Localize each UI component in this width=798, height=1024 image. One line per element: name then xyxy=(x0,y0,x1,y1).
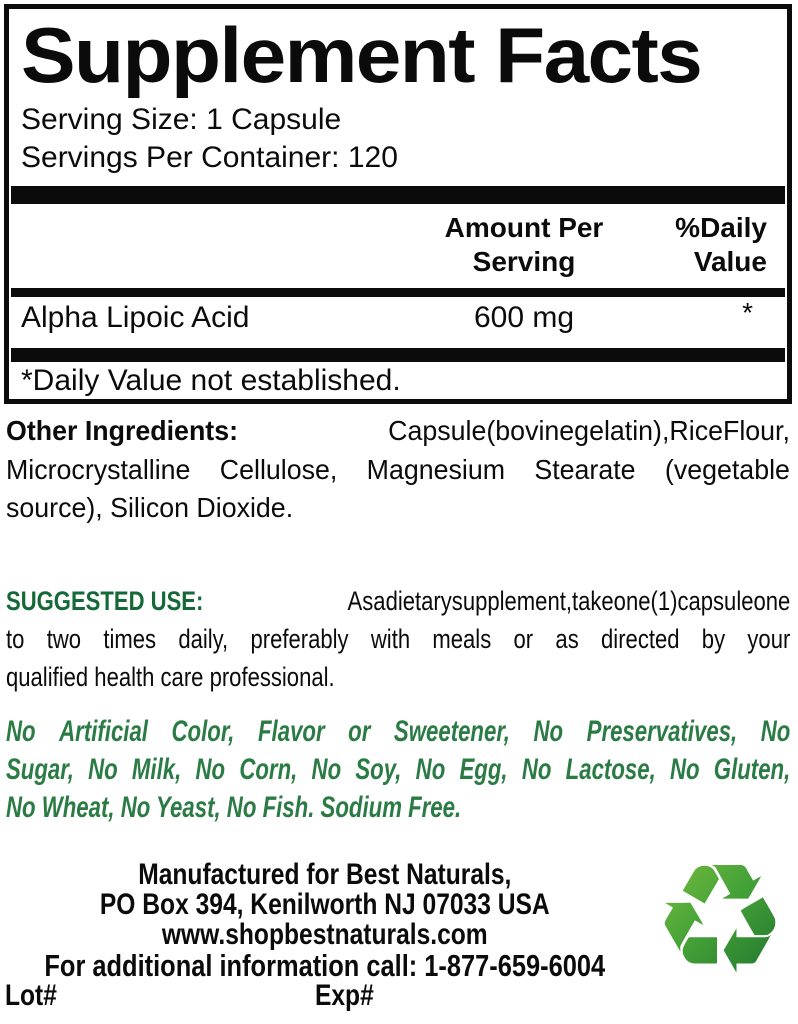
other-ingredients-text: Capsule(bovinegelatin),RiceFlour, xyxy=(388,415,790,446)
manufactured-for: Manufactured for Best Naturals, xyxy=(138,858,512,891)
nutrient-amount: 600 mg xyxy=(473,301,575,334)
medium-divider-bar xyxy=(11,288,785,297)
claims-paragraph xyxy=(6,713,790,827)
manufacturer-footer xyxy=(5,860,645,1011)
supplement-facts-panel xyxy=(4,4,792,404)
other-ingredients-line xyxy=(6,412,790,451)
lot-label: Lot# xyxy=(5,979,57,1012)
claims-line: No Wheat, No Yeast, No Fish. Sodium Free. xyxy=(6,791,462,824)
manufacturer-address: PO Box 394, Kenilworth NJ 07033 USA xyxy=(99,888,550,921)
amount-header-line1: Amount Per xyxy=(444,212,604,243)
claims-line: No Artificial Color, Flavor or Sweetener, No Preservatives, No xyxy=(6,715,791,748)
nutrient-daily-value: * xyxy=(742,297,753,328)
suggested-use-label: SUGGESTED USE: xyxy=(6,586,204,616)
other-ingredients-label: Other Ingredients: xyxy=(6,415,239,446)
suggested-use-line xyxy=(6,582,790,620)
supplement-facts-title: Supplement Facts xyxy=(21,11,702,99)
thick-divider-bar xyxy=(11,186,785,204)
nutrient-name: Alpha Lipoic Acid xyxy=(21,301,250,334)
claims-line: Sugar, No Milk, No Corn, No Soy, No Egg, No Lactose, No Gluten, xyxy=(6,753,791,786)
suggested-use-text: Asadietarysupplement,takeone(1)capsuleone xyxy=(347,586,791,616)
recycle-icon: ♻ xyxy=(642,842,798,998)
dv-header-line1: %Daily xyxy=(675,212,767,243)
dv-header-line2: Value xyxy=(693,246,767,277)
suggested-use-paragraph xyxy=(6,582,790,696)
suggested-use-line: qualified health care professional. xyxy=(6,662,335,692)
lot-exp-row xyxy=(5,981,645,1011)
amount-header-line2: Serving xyxy=(472,246,576,277)
info-phone-line: For additional information call: 1-877-659-6004 xyxy=(44,948,606,983)
other-ingredients-line: source), Silicon Dioxide. xyxy=(6,492,294,523)
thick-divider-bar-bottom xyxy=(11,348,785,362)
manufacturer-website: www.shopbestnaturals.com xyxy=(161,918,488,951)
daily-value-header xyxy=(597,211,767,279)
servings-per-container: Servings Per Container: 120 xyxy=(21,141,398,174)
other-ingredients-line: Microcrystalline Cellulose, Magnesium Stearate (vegetable xyxy=(6,453,790,485)
serving-size: Serving Size: 1 Capsule xyxy=(21,103,342,136)
daily-value-footnote: *Daily Value not established. xyxy=(21,364,401,397)
other-ingredients-paragraph xyxy=(6,412,790,528)
suggested-use-line: to two times daily, preferably with meals or as directed by your xyxy=(6,624,791,654)
exp-label: Exp# xyxy=(314,979,374,1012)
